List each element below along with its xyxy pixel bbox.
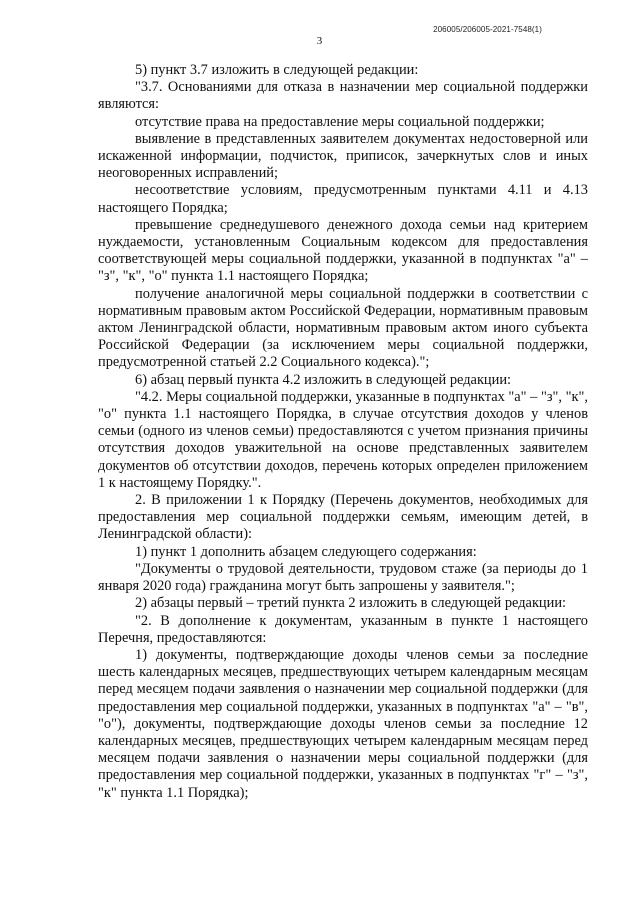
paragraph-item-5: 5) пункт 3.7 изложить в следующей редакции: xyxy=(135,62,419,78)
paragraph-similar-support: получение аналогичной меры социальной поддержки в соответствии с нормативным правовым актом Российской Федерации, нормативным правовым актом Ленинградской области, нормативным правовым актом иного субъекта Российской Федерации (за исключением меры социальной поддержки, предусмотренной статьей 2.2 Социального кодекса)."; xyxy=(98,285,588,371)
page-number: 3 xyxy=(316,35,323,47)
document-body xyxy=(98,62,588,802)
paragraph-non-compliance: несоответствие условиям, предусмотренным пунктами 4.11 и 4.13 настоящего Порядка; xyxy=(98,182,588,216)
paragraph-clause-2: "2. В дополнение к документам, указанным в пункте 1 настоящего Перечня, предоставляются: xyxy=(98,612,588,646)
paragraph-appendix-1: 2. В приложении 1 к Порядку (Перечень документов, необходимых для предоставления мер социальной поддержки семьям, имеющим детей, в Ленинградской области): xyxy=(98,492,588,543)
paragraph-income-excess: превышение среднедушевого денежного дохода семьи над критерием нуждаемости, установленным Социальным кодексом для предоставления соответствующей меры социальной поддержки, указанной в подпунктах "а" – "з", "к", "о" пункта 1.1 настоящего Порядка; xyxy=(98,216,588,285)
paragraph-employment-docs: "Документы о трудовой деятельности, трудовом стаже (за периоды до 1 января 2020 года) гражданина могут быть запрошены у заявителя."; xyxy=(98,560,588,595)
paragraph-subitem-2: 2) абзацы первый – третий пункта 2 изложить в следующей редакции: xyxy=(135,595,567,612)
paragraph-item-6: 6) абзац первый пункта 4.2 изложить в следующей редакции: xyxy=(135,371,512,388)
paragraph-false-info: выявление в представленных заявителем документах недостоверной или искаженной информации, подчисток, приписок, зачеркнутых слов и иных неоговоренных исправлений; xyxy=(98,130,588,182)
document-id: 206005/206005-2021-7548(1) xyxy=(433,25,542,34)
paragraph-rejection-grounds: "3.7. Основаниями для отказа в назначении мер социальной поддержки являются: xyxy=(98,79,588,113)
paragraph-subitem-1: 1) пункт 1 дополнить абзацем следующего содержания: xyxy=(135,543,477,560)
paragraph-no-right: отсутствие права на предоставление меры социальной поддержки; xyxy=(135,113,545,130)
paragraph-clause-4-2: "4.2. Меры социальной поддержки, указанные в подпунктах "а" – "з", "к", "о" пункта 1.1 настоящего Порядка, в случае отсутствия доходов у членов семьи (одного из членов семьи) предоставляются с учетом признания причины отсутствия доходов уважительной на основе представленных заявителем документов об отсутствии доходов, перечень которых определен приложением 1 к настоящему Порядку.". xyxy=(98,388,588,491)
paragraph-income-docs: 1) документы, подтверждающие доходы членов семьи за последние шесть календарных месяцев, предшествующих четырем календарным месяцам перед месяцем подачи заявления о назначении мер социальной поддержки (для предоставления мер социальной поддержки, указанных в подпунктах "а" – "в", "о"), документы, подтверждающие доходы членов семьи за последние 12 календарных месяцев, предшествующих четырем календарным месяцам перед месяцем подачи заявления о назначении меры социальной поддержки (для предоставления мер социальной поддержки, указанных в подпунктах "г" – "з", "к" пункта 1.1 Порядка); xyxy=(98,646,588,801)
